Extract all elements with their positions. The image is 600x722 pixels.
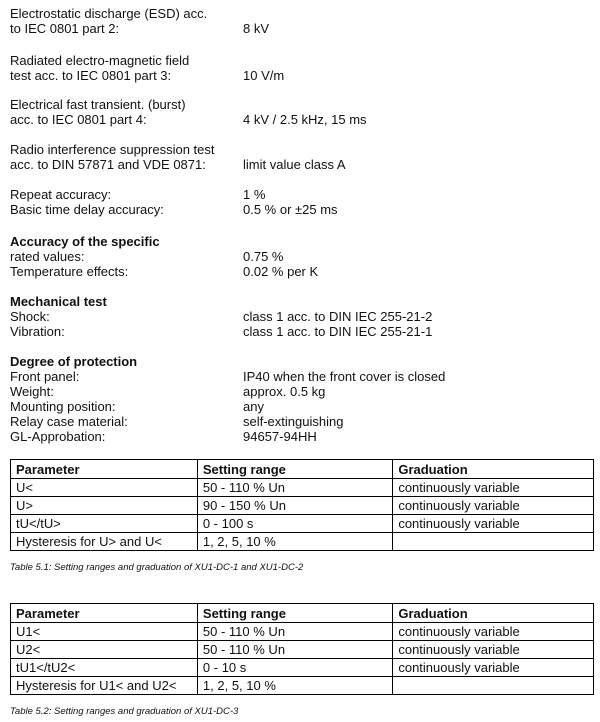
spec-label: Temperature effects:	[10, 264, 129, 279]
table-row	[11, 677, 594, 695]
spec-label: Radiated electro-magnetic field	[10, 53, 190, 68]
spec-value: limit value class A	[243, 157, 346, 172]
section-mechanical-test	[10, 294, 433, 339]
spec-value: class 1 acc. to DIN IEC 255-21-2	[243, 309, 433, 324]
table-cell: continuously variable	[393, 659, 594, 677]
spec-label: Electrostatic discharge (ESD) acc.	[10, 6, 208, 21]
table-cell: Hysteresis for U> and U<	[11, 533, 198, 551]
table-cell: U>	[11, 497, 198, 515]
spec-value: 0.5 % or ±25 ms	[243, 202, 338, 217]
table-header: Graduation	[393, 604, 594, 623]
spec-radiated-field	[10, 53, 285, 83]
table-cell: continuously variable	[393, 641, 594, 659]
table-cell: continuously variable	[393, 515, 594, 533]
table-row	[11, 479, 594, 497]
table-cell	[393, 533, 594, 551]
table-cell: 50 - 110 % Un	[197, 479, 392, 497]
spec-value: 8 kV	[243, 21, 270, 36]
spec-label: acc. to IEC 0801 part 4:	[10, 112, 147, 127]
spec-label: Electrical fast transient. (burst)	[10, 97, 186, 112]
spec-label: Radio interference suppression test	[10, 142, 215, 157]
table-cell: continuously variable	[393, 497, 594, 515]
section-degree-of-protection	[10, 354, 446, 444]
table-cell: 90 - 150 % Un	[197, 497, 392, 515]
table-header: Setting range	[197, 604, 392, 623]
table-header: Graduation	[393, 460, 594, 479]
table-cell	[393, 677, 594, 695]
spec-value: approx. 0.5 kg	[243, 384, 326, 399]
spec-label: Basic time delay accuracy:	[10, 202, 164, 217]
spec-label: acc. to DIN 57871 and VDE 0871:	[10, 157, 206, 172]
table-caption: Table 5.1: Setting ranges and graduation of XU1-DC-1 and XU1-DC-2	[10, 562, 304, 573]
spec-value: 94657-94HH	[243, 429, 317, 444]
settings-table-2	[10, 603, 594, 695]
table-header-row	[11, 460, 594, 479]
settings-table-1	[10, 459, 594, 551]
table-cell: 0 - 100 s	[197, 515, 392, 533]
table-cell: U1<	[11, 623, 198, 641]
spec-label: Mounting position:	[10, 399, 116, 414]
table-cell: 1, 2, 5, 10 %	[197, 677, 392, 695]
table-cell: continuously variable	[393, 623, 594, 641]
spec-label: Repeat accuracy:	[10, 187, 112, 202]
spec-label: Relay case material:	[10, 414, 128, 429]
table-row	[11, 533, 594, 551]
table-cell: 50 - 110 % Un	[197, 623, 392, 641]
spec-value: 1 %	[243, 187, 266, 202]
table-cell: 50 - 110 % Un	[197, 641, 392, 659]
table-cell: U2<	[11, 641, 198, 659]
table-caption: Table 5.2: Setting ranges and graduation of XU1-DC-3	[10, 706, 239, 717]
table-cell: 1, 2, 5, 10 %	[197, 533, 392, 551]
table-header: Parameter	[11, 604, 198, 623]
table-cell: continuously variable	[393, 479, 594, 497]
spec-value: any	[243, 399, 264, 414]
spec-value: 4 kV / 2.5 kHz, 15 ms	[243, 112, 367, 127]
table-row	[11, 515, 594, 533]
spec-value: 0.75 %	[243, 249, 284, 264]
spec-label: test acc. to IEC 0801 part 3:	[10, 68, 172, 83]
spec-value: self-extinguishing	[243, 414, 344, 429]
spec-radio-interference	[10, 142, 346, 172]
spec-accuracy	[10, 187, 338, 217]
table-header: Parameter	[11, 460, 198, 479]
table-cell: tU1</tU2<	[11, 659, 198, 677]
table-row	[11, 641, 594, 659]
spec-label: rated values:	[10, 249, 85, 264]
table-row	[11, 497, 594, 515]
spec-value: IP40 when the front cover is closed	[243, 369, 446, 384]
table-row	[11, 659, 594, 677]
section-heading: Mechanical test	[10, 294, 107, 309]
spec-value: class 1 acc. to DIN IEC 255-21-1	[243, 324, 433, 339]
spec-label: Vibration:	[10, 324, 65, 339]
spec-value: 10 V/m	[243, 68, 285, 83]
table-header: Setting range	[197, 460, 392, 479]
section-specific-accuracy	[10, 234, 319, 279]
table-cell: 0 - 10 s	[197, 659, 392, 677]
spec-esd	[10, 6, 270, 36]
table-row	[11, 623, 594, 641]
table-cell: U<	[11, 479, 198, 497]
spec-label: GL-Approbation:	[10, 429, 106, 444]
spec-fast-transient	[10, 97, 367, 127]
section-heading: Accuracy of the specific	[10, 234, 160, 249]
spec-value: 0.02 % per K	[243, 264, 319, 279]
table-header-row	[11, 604, 594, 623]
table-cell: Hysteresis for U1< and U2<	[11, 677, 198, 695]
spec-label: Weight:	[10, 384, 54, 399]
spec-label: Shock:	[10, 309, 50, 324]
spec-label: to IEC 0801 part 2:	[10, 21, 120, 36]
spec-label: Front panel:	[10, 369, 80, 384]
table-cell: tU</tU>	[11, 515, 198, 533]
section-heading: Degree of protection	[10, 354, 138, 369]
